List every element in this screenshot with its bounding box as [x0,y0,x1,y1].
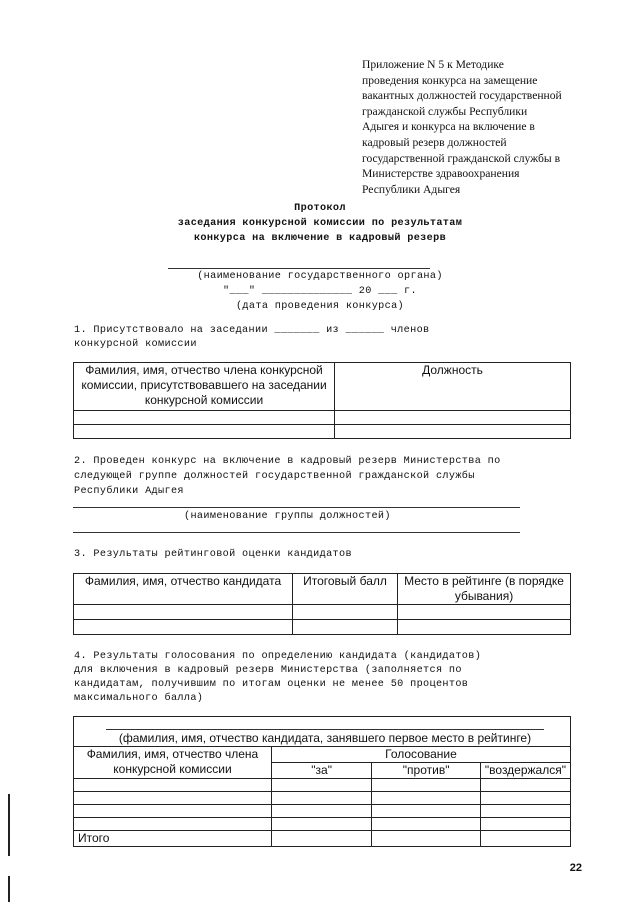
annex-line: государственной гражданской службы в [362,151,561,165]
position-group-line [73,507,520,508]
table-cell [74,411,335,425]
date-caption: (дата проведения конкурса) [235,301,405,312]
annex-line: Адыгея и конкурса на включение в [362,120,535,134]
table-cell [480,818,570,831]
table-cell [74,779,272,792]
table-cell [271,831,371,847]
rating-table [73,573,571,635]
table-header: Место в рейтинге (в порядке убывания) [398,574,571,605]
annex-line: Министерстве здравоохранения [362,167,520,181]
table-cell [480,831,570,847]
section2-text: 2. Проведен конкурс на включение в кадровый резерв Министерства по [74,456,501,467]
voting-table [73,716,571,847]
table-header: Голосование [271,747,570,763]
document-subtitle: заседания конкурсной комиссии по результатам [177,218,463,229]
annex-line: кадровый резерв должностей [362,135,507,149]
table-cell [335,425,571,439]
table-header: "воздержался" [480,763,570,779]
table-header: Должность [335,363,571,411]
section1-text: 1. Присутствовало на заседании _______ из ______ членов [74,325,430,336]
position-group-line [73,532,520,533]
total-label: Итого [74,831,272,847]
attendance-table [73,362,571,439]
org-name-line [168,268,430,269]
table-cell [372,805,481,818]
table-cell [398,620,571,635]
org-caption: (наименование государственного органа) [197,271,443,282]
section1-text: конкурсной комиссии [74,339,197,350]
table-header: "против" [372,763,481,779]
scan-mark [8,876,10,902]
annex-note [362,57,582,197]
candidate-caption-text: (фамилия, имя, отчество кандидата, занявшего первое место в рейтинге) [106,729,544,746]
table-cell [372,792,481,805]
annex-line: гражданской службы Республики [362,104,528,118]
date-line: "___" ______________ 20 ___ г. [223,286,417,297]
table-cell [271,818,371,831]
section4-text: для включения в кадровый резерв Министерства (заполняется по [74,665,462,676]
document-subtitle: конкурса на включение в кадровый резерв [193,233,447,244]
table-cell [480,779,570,792]
section4-text: 4. Результаты голосования по определению кандидата (кандидатов) [74,651,482,662]
annex-line: Республики Адыгея [362,182,461,196]
table-cell [74,620,293,635]
table-cell [480,805,570,818]
table-header: Фамилия, имя, отчество члена конкурсной комиссии [74,747,272,779]
table-cell [372,831,481,847]
table-cell [335,411,571,425]
table-header: "за" [271,763,371,779]
section2-text: следующей группе должностей государственной гражданской службы [74,471,475,482]
table-header: Фамилия, имя, отчество кандидата [74,574,293,605]
section4-text: максимального балла) [74,693,204,704]
table-cell [271,792,371,805]
scan-mark [8,794,10,856]
table-cell [74,818,272,831]
page-number: 22 [569,862,582,874]
table-cell [293,605,398,620]
section3-heading: 3. Результаты рейтинговой оценки кандидатов [74,549,352,560]
table-cell [372,779,481,792]
table-cell [74,425,335,439]
table-cell [74,805,272,818]
table-header: Итоговый балл [293,574,398,605]
section4-text: кандидатам, получившим по итогам оценки не менее 50 процентов [74,679,469,690]
annex-line: проведения конкурса на замещение [362,73,538,87]
table-cell [74,605,293,620]
candidate-caption [74,717,571,747]
section2-text: Республики Адыгея [74,486,184,497]
table-cell [74,792,272,805]
table-cell [372,818,481,831]
position-group-caption: (наименование группы должностей) [184,511,391,522]
table-cell [271,779,371,792]
table-header: Фамилия, имя, отчество члена конкурсной комиссии, присутствовавшего на заседании конкурсной комиссии [74,363,335,411]
table-cell [293,620,398,635]
annex-line: вакантных должностей государственной [362,89,562,103]
document-title: Протокол [294,203,346,214]
table-cell [271,805,371,818]
table-cell [480,792,570,805]
table-cell [398,605,571,620]
annex-line: Приложение N 5 к Методике [362,58,504,71]
